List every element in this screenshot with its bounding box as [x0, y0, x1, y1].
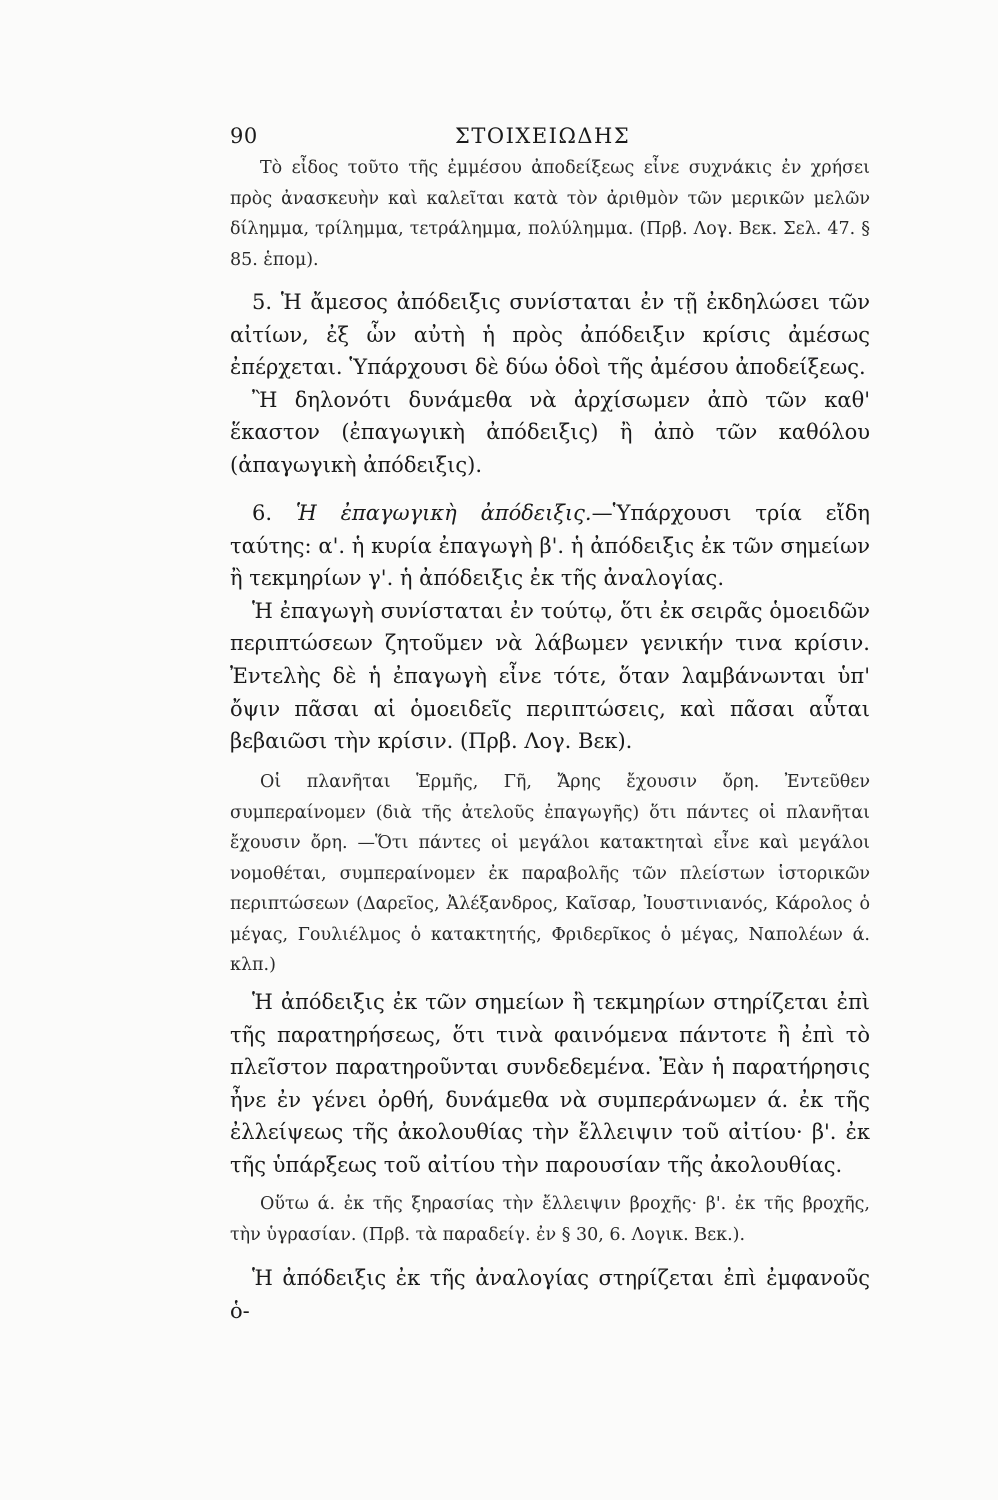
- paragraph-signs-examples: [230, 1189, 870, 1250]
- section-6-intro: [230, 497, 870, 595]
- paragraph-text: Οἱ πλανῆται Ἑρμῆς, Γῆ, Ἄρης ἔχουσιν ὄρη. Ἐντεῦθεν συμπεραίνομεν (διὰ τῆς ἀτελοῦς ἐπαγωγῆς) ὅτι πάντες οἱ πλανῆται ἔχουσιν ὄρη. —Ὅτι πάντες οἱ μεγάλοι κατακτηταὶ εἶνε καὶ μεγάλοι νομοθέται, συμπεραίνομεν ἐκ παραβολῆς τῶν πλείστων ἱστορικῶν περιπτώσεων (Δαρεῖος, Ἀλέξανδρος, Καῖσαρ, Ἰουστινιανός, Κάρολος ὁ μέγας, Γουλιέλμος ὁ κατακτητής, Φριδερῖκος ὁ μέγας, Ναπολέων ά. κλπ.): [230, 772, 870, 975]
- paragraph-text: Ἡ ἀπόδειξις ἐκ τῶν σημείων ἢ τεκμηρίων στηρίζεται ἐπὶ τῆς παρατηρήσεως, ὅτι τινὰ φαινόμενα πάντοτε ἢ ἐπὶ τὸ πλεῖστον παρατηροῦνται συνδεδεμένα. Ἐὰν ἡ παρατήρησις ἦνε ἐν γένει ὀρθή, δυνάμεθα νὰ συμπεράνωμεν ά. ἐκ τῆς ἐλλείψεως τῆς ἀκολουθίας τὴν ἔλλειψιν τοῦ αἰτίου· β'. ἐκ τῆς ὑπάρξεως τοῦ αἰτίου τὴν παρουσίαν τῆς ἀκολουθίας.: [230, 990, 870, 1177]
- paragraph-text: 5. Ἡ ἄμεσος ἀπόδειξις συνίσταται ἐν τῇ ἐκδηλώσει τῶν αἰτίων, ἐξ ὧν αὐτὴ ἡ πρὸς ἀπόδειξιν κρίσις ἀμέσως ἐπέρχεται. Ὑπάρχουσι δὲ δύω ὁδοὶ τῆς ἀμέσου ἀποδείξεως.: [230, 290, 870, 380]
- paragraph-induction-examples: [230, 767, 870, 981]
- section-5-direct-proof: [230, 286, 870, 482]
- paragraph-text: Τὸ εἶδος τοῦτο τῆς ἐμμέσου ἀποδείξεως εἶνε συχνάκις ἐν χρήσει πρὸς ἀνασκευὴν καὶ καλεῖται κατὰ τὸν ἀριθμὸν τῶν μερικῶν μελῶν δίλημμα, τρίλημμα, τετράλημμα, πολύλημμα. (Πρβ. Λογ. Βεκ. Σελ. 47. § 85. ἑπομ).: [230, 158, 870, 270]
- paragraph-text: —Ὑπάρχουσι τρία εἴδη ταύτης: α'. ἡ κυρία ἐπαγωγὴ β'. ἡ ἀπόδειξις ἐκ τῶν σημείων ἢ τεκμηρίων γ'. ἡ ἀπόδειξις ἐκ τῆς ἀναλογίας.: [230, 501, 870, 591]
- paragraph-text: Οὕτω ά. ἐκ τῆς ξηρασίας τὴν ἔλλειψιν βροχῆς· β'. ἐκ τῆς βροχῆς, τὴν ὑγρασίαν. (Πρβ. τὰ παραδείγ. ἐν § 30, 6. Λογικ. Βεκ.).: [230, 1194, 870, 1245]
- page-number: 90: [230, 124, 258, 148]
- paragraph-proof-from-analogy: [230, 1262, 870, 1327]
- paragraph-text: Ἡ ἐπαγωγὴ συνίσταται ἐν τούτῳ, ὅτι ἐκ σειρᾶς ὁμοειδῶν περιπτώσεων ζητοῦμεν νὰ λάβωμεν γενικήν τινα κρίσιν. Ἐντελὴς δὲ ἡ ἐπαγωγὴ εἶνε τότε, ὅταν λαμβάνωνται ὑπ' ὄψιν πᾶσαι αἱ ὁμοειδεῖς περιπτώσεις, καὶ πᾶσαι αὗται βεβαιῶσι τὴν κρίσιν. (Πρβ. Λογ. Βεκ).: [230, 598, 870, 754]
- paragraph-indirect-proof-note: [230, 153, 870, 275]
- running-title: ΣΤΟΙΧΕΙΩΔΗΣ: [455, 124, 631, 148]
- section-heading: Ἡ ἐπαγωγικὴ ἀπόδειξις.: [295, 501, 592, 525]
- paragraph-proof-from-signs: [230, 986, 870, 1182]
- paragraph-text: Ἡ ἀπόδειξις ἐκ τῆς ἀναλογίας στηρίζεται ἐπὶ ἐμφανοῦς ὁ-: [230, 1266, 870, 1323]
- section-6-inductive-proof: [230, 497, 870, 758]
- paragraph-text: Ἢ δηλονότι δυνάμεθα νὰ ἀρχίσωμεν ἀπὸ τῶν καθ' ἕκαστον (ἐπαγωγικὴ ἀπόδειξις) ἢ ἀπὸ τῶν καθόλου (ἀπαγωγικὴ ἀπόδειξις).: [230, 387, 870, 477]
- section-number: 6.: [252, 501, 296, 525]
- page-header: [0, 124, 998, 154]
